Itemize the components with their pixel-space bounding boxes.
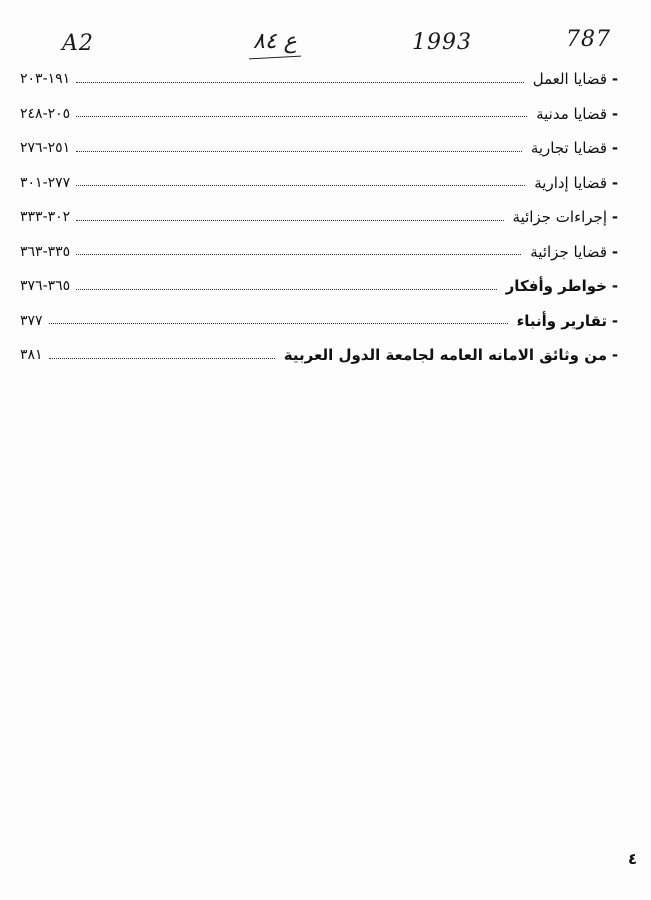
handwritten-mark-a2: A2 xyxy=(62,31,94,56)
toc-title: قضايا العمل xyxy=(532,70,607,89)
toc-row xyxy=(20,166,623,201)
toc-dash: - xyxy=(611,311,619,330)
toc-title: إجراءات جزائية xyxy=(512,208,607,227)
toc-dash: - xyxy=(611,173,619,192)
toc-dash: - xyxy=(611,139,619,158)
table-of-contents xyxy=(20,62,623,373)
dot-leader xyxy=(76,220,503,221)
dot-leader xyxy=(76,254,521,255)
toc-pages: ٢٠٥-٢٤٨ xyxy=(20,105,71,122)
toc-row xyxy=(20,62,623,97)
dot-leader xyxy=(76,82,524,83)
dot-leader xyxy=(76,185,525,186)
toc-row xyxy=(20,200,623,235)
toc-pages: ٣٨١ xyxy=(20,347,43,364)
toc-pages: ١٩١-٢٠٣ xyxy=(20,71,71,88)
toc-pages: ٣٣٥-٣٦٣ xyxy=(20,243,71,260)
toc-title: قضايا تجارية xyxy=(530,139,607,158)
toc-dash: - xyxy=(611,208,619,227)
toc-title: قضايا جزائية xyxy=(530,242,607,261)
dot-leader xyxy=(76,151,522,152)
toc-title: خواطر وأفكار xyxy=(505,277,607,296)
handwritten-underline xyxy=(249,56,301,60)
toc-row xyxy=(20,131,623,166)
toc-title: من وثائق الامانه العامه لجامعة الدول العربية xyxy=(283,346,607,365)
toc-pages: ٢٧٧-٣٠١ xyxy=(20,174,71,191)
toc-pages: ٢٥١-٢٧٦ xyxy=(20,140,71,157)
page-number: ٤ xyxy=(628,850,638,868)
toc-row xyxy=(20,304,623,339)
toc-row xyxy=(20,235,623,270)
toc-pages: ٣٠٢-٣٣٣ xyxy=(20,209,71,226)
handwritten-volume: ع ٨٤ xyxy=(253,29,297,54)
toc-dash: - xyxy=(611,104,619,123)
toc-title: قضايا مدنية xyxy=(536,104,607,123)
toc-dash: - xyxy=(611,346,619,365)
toc-pages: ٣٧٧ xyxy=(20,312,43,329)
dot-leader xyxy=(76,289,496,290)
toc-title: قضايا إدارية xyxy=(534,173,607,192)
toc-dash: - xyxy=(611,277,619,296)
toc-row xyxy=(20,338,623,373)
handwritten-year: 1993 xyxy=(412,30,472,55)
dot-leader xyxy=(49,323,508,324)
dot-leader xyxy=(49,358,275,359)
toc-row xyxy=(20,97,623,132)
toc-dash: - xyxy=(611,242,619,261)
handwritten-number: 787 xyxy=(566,27,611,52)
dot-leader xyxy=(76,116,527,117)
toc-pages: ٣٦٥-٣٧٦ xyxy=(20,278,71,295)
toc-row xyxy=(20,269,623,304)
toc-title: تقارير وأنباء xyxy=(516,311,607,330)
toc-dash: - xyxy=(611,70,619,89)
